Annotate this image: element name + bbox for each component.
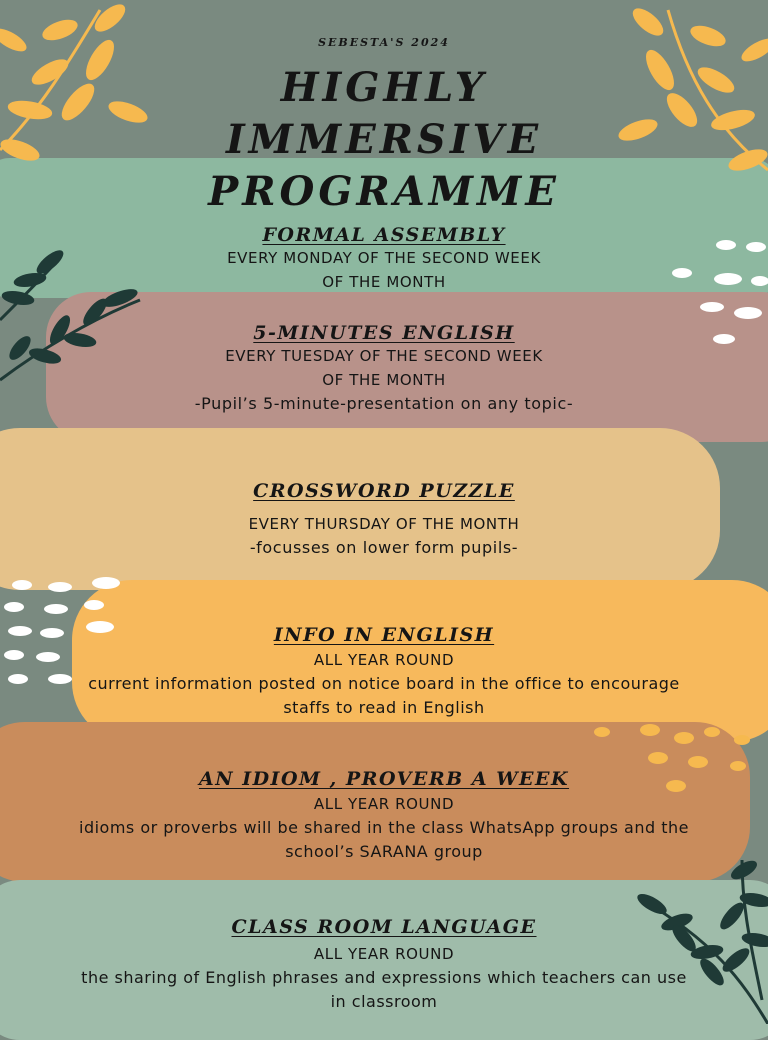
section-note: -focusses on lower form pupils- bbox=[249, 538, 519, 557]
section-heading-5-minutes-english: 5-MINUTES ENGLISH bbox=[253, 322, 515, 344]
section-schedule: ALL YEAR ROUND bbox=[313, 651, 455, 669]
section-description: current information posted on notice board in the office to encourage staffs to read in English bbox=[88, 674, 680, 717]
title-line-1: HIGHLY bbox=[280, 64, 488, 111]
poster-title bbox=[0, 62, 768, 218]
section-heading-class-room-language: CLASS ROOM LANGUAGE bbox=[231, 916, 537, 938]
section-schedule: OF THE MONTH bbox=[322, 273, 446, 291]
section-heading-formal-assembly: FORMAL ASSEMBLY bbox=[262, 224, 506, 246]
section-note: -Pupil’s 5-minute-presentation on any topic- bbox=[194, 394, 574, 413]
title-line-2: IMMERSIVE bbox=[225, 116, 543, 163]
section-schedule: EVERY MONDAY OF THE SECOND WEEK bbox=[227, 249, 541, 267]
section-description: idioms or proverbs will be shared in the class WhatsApp groups and the school’s SARANA group bbox=[79, 818, 689, 861]
section-description: the sharing of English phrases and expressions which teachers can use in classroom bbox=[81, 968, 687, 1011]
poster-kicker: SEBESTA'S 2024 bbox=[318, 36, 450, 49]
section-schedule: EVERY TUESDAY OF THE SECOND WEEK bbox=[225, 347, 543, 365]
section-heading-info-in-english: INFO IN ENGLISH bbox=[273, 624, 495, 646]
section-schedule: EVERY THURSDAY OF THE MONTH bbox=[248, 515, 520, 533]
section-heading-crossword-puzzle: CROSSWORD PUZZLE bbox=[253, 480, 515, 502]
section-schedule: ALL YEAR ROUND bbox=[313, 945, 455, 963]
section-schedule: ALL YEAR ROUND bbox=[313, 795, 455, 813]
title-line-3: PROGRAMME bbox=[208, 168, 560, 215]
section-heading-idiom-proverb: AN IDIOM , PROVERB A WEEK bbox=[198, 768, 570, 790]
band-sand bbox=[0, 428, 720, 590]
section-schedule: OF THE MONTH bbox=[322, 371, 446, 389]
